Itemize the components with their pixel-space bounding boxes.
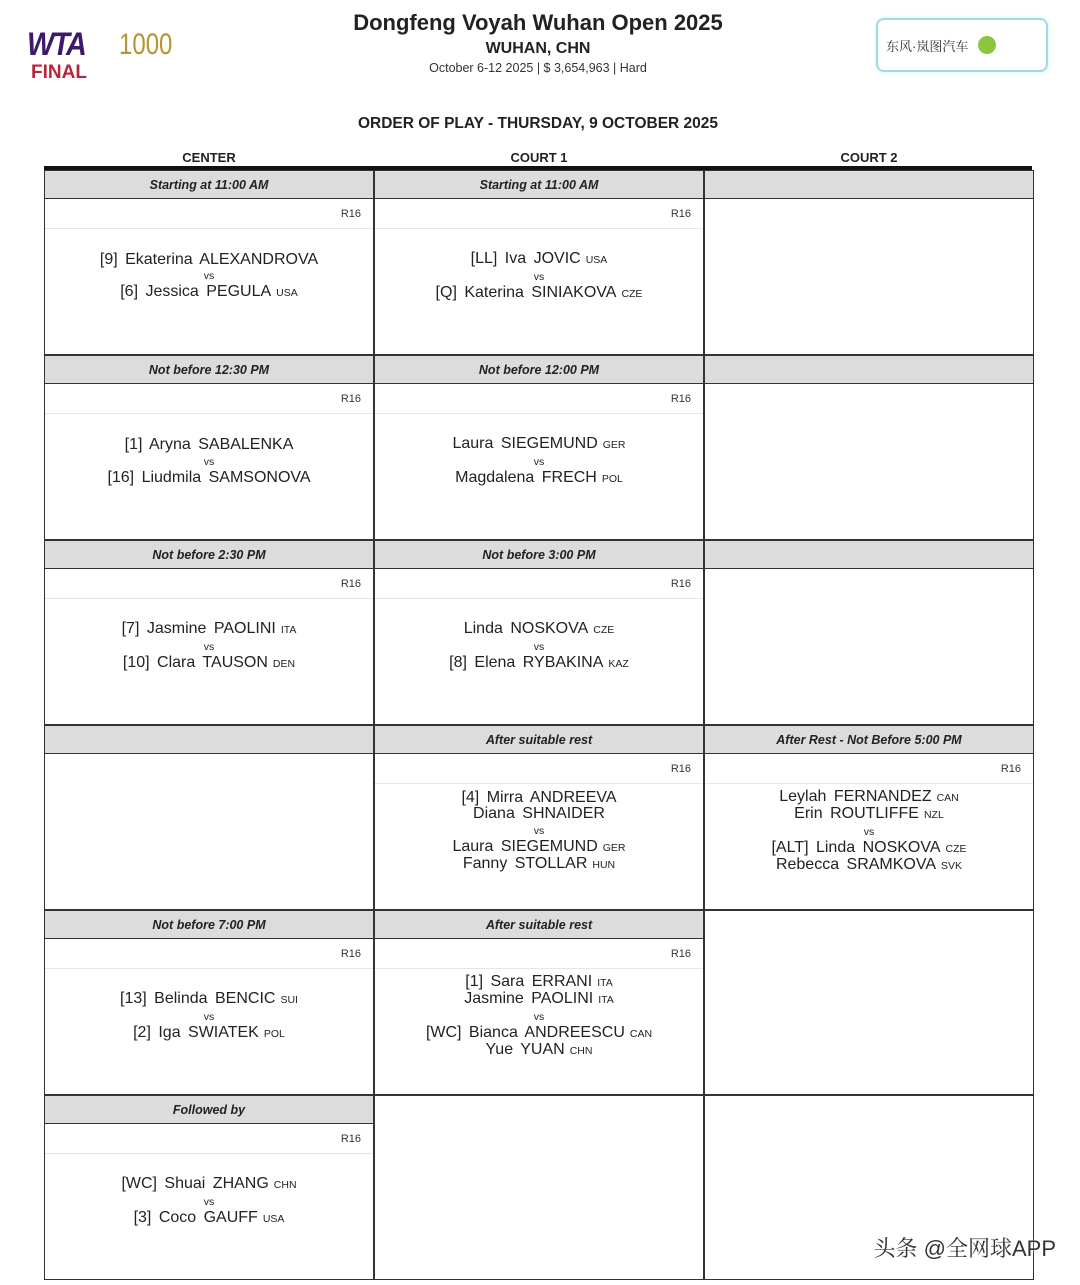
player-name: Laura SIEGEMUND [452,837,598,855]
round-label: R16 [45,384,373,414]
player-name: [1] Sara ERRANI [465,972,593,990]
match-players [705,784,1033,879]
player-name: [Q] Katerina SINIAKOVA [435,283,617,301]
order-of-play-title: ORDER OF PLAY - THURSDAY, 9 OCTOBER 2025 [357,115,719,132]
match-time-header [705,356,1033,384]
logo-brand: WTA [27,26,86,62]
player [100,252,318,269]
match-players [45,599,373,694]
player-country: KAZ [608,657,629,670]
player-name: [6] Jessica PEGULA [120,283,272,300]
player [123,655,295,673]
player-name: Erin ROUTLIFFE [794,805,919,822]
vs-label: vs [533,640,545,653]
player [473,806,605,823]
match-players [375,599,703,694]
vs-label: vs [533,455,545,468]
player-name: [7] Jasmine PAOLINI [121,620,276,637]
player-name: Leylah FERNANDEZ [779,787,932,805]
player-country: DEN [272,657,296,670]
vs-label: vs [203,270,215,282]
round-label: R16 [375,199,703,229]
player-country: CAN [936,791,959,804]
player [463,856,615,874]
player-name: [4] Mirra ANDREEVA [461,788,617,806]
player-country: CZE [945,842,967,855]
player-country: GER [602,439,626,451]
vs-label: vs [533,270,545,283]
match-players [375,229,703,324]
match-players [375,969,703,1064]
round-label: R16 [705,754,1033,784]
player-country: CZE [593,624,615,636]
round-label: R16 [45,939,373,969]
match-cell [44,725,374,910]
player-name: [WC] Shuai ZHANG [121,1175,269,1192]
sponsor-name: 东风·岚图汽车 [886,38,969,54]
vs-label: vs [203,1010,215,1023]
tournament-location: WUHAN, CHN [485,40,591,57]
player [121,1176,296,1194]
match-players [45,229,373,324]
player [134,1210,285,1228]
player-country: CHN [273,1179,297,1191]
player-name: Jasmine PAOLINI [464,990,594,1007]
player-country: SVK [941,860,963,872]
player-name: [LL] Iva JOVIC [470,250,581,267]
player-country: SUI [280,994,298,1006]
vs-label: vs [203,640,215,653]
court-header-court1: COURT 1 [510,150,568,165]
match-time-header: Not before 7:00 PM [45,911,373,939]
tournament-title: Dongfeng Voyah Wuhan Open 2025 [353,10,723,35]
sponsor-logo [876,18,1048,72]
player [122,621,297,639]
match-time-header: Not before 12:30 PM [45,356,373,384]
player [449,655,629,673]
match-time-header: Followed by [45,1096,373,1124]
vs-label: vs [203,1195,215,1208]
round-label: R16 [375,754,703,784]
player-country: USA [262,1212,285,1225]
player-country: USA [585,254,608,266]
player [452,839,625,857]
court-header-court2: COURT 2 [840,150,898,165]
player-name: [3] Coco GAUFF [133,1208,258,1226]
player-name: Magdalena FRECH [455,468,597,486]
player [125,437,294,454]
player [465,974,613,992]
player [120,284,298,302]
wuhan-open-ball-icon [978,36,996,54]
player-name: Yue YUAN [485,1041,565,1058]
match-cell [374,540,704,725]
player-name: [10] Clara TAUSON [122,653,268,671]
match-time-header: Starting at 11:00 AM [45,171,373,199]
match-time-header [705,171,1033,199]
player [794,806,944,824]
player [107,470,310,487]
player-name: Rebecca SRAMKOVA [775,856,937,873]
match-players [45,1154,373,1249]
player-country: CAN [629,1027,653,1040]
match-time-header: After Rest - Not Before 5:00 PM [705,726,1033,754]
match-time-header: Not before 3:00 PM [375,541,703,569]
round-label: R16 [45,1124,373,1154]
round-label: R16 [375,939,703,969]
player-country: ITA [597,976,613,989]
vs-label: vs [533,1010,545,1023]
match-players [375,414,703,509]
match-cell [374,1095,704,1280]
player-name: Diana SHNAIDER [473,805,605,822]
player [455,470,623,488]
player-name: [13] Belinda BENCIC [120,990,276,1007]
player [771,840,966,858]
player-country: USA [276,287,298,299]
round-label: R16 [45,199,373,229]
player-country: CZE [621,287,643,300]
player [776,857,962,875]
player [436,285,643,303]
round-label: R16 [375,569,703,599]
player-country: GER [602,841,626,854]
player-country: NZL [923,809,944,821]
match-cell [374,725,704,910]
player-country: POL [601,472,623,485]
match-time-header: Starting at 11:00 AM [375,171,703,199]
match-cell [374,910,704,1095]
player [471,251,608,269]
match-time-header [45,726,373,754]
player-country: CHN [569,1045,593,1057]
player-name: Linda NOSKOVA [463,620,589,637]
match-cell [704,910,1034,1095]
player-name: [2] Iga SWIATEK [133,1023,259,1041]
player-name: [9] Ekaterina ALEXANDROVA [99,250,319,268]
match-cell [374,170,704,355]
player-country: HUN [592,859,616,871]
player-name: Laura SIEGEMUND [452,435,598,452]
player [464,621,615,639]
player-name: [ALT] Linda NOSKOVA [771,838,941,856]
match-players [45,969,373,1064]
match-time-header [705,541,1033,569]
court-header-center: CENTER [182,150,236,165]
match-cell [704,355,1034,540]
vs-label: vs [863,825,875,838]
match-players [45,414,373,509]
player [779,789,959,807]
match-cell [374,355,704,540]
player-country: ITA [280,624,297,636]
player-name: [8] Elena RYBAKINA [449,653,604,671]
player-name: Fanny STOLLAR [462,855,588,872]
match-cell [44,170,374,355]
round-label: R16 [45,569,373,599]
player-country: POL [263,1027,285,1040]
player [461,790,616,807]
player [464,991,614,1009]
player [486,1042,593,1060]
match-time-header: After suitable rest [375,911,703,939]
match-time-header: Not before 12:00 PM [375,356,703,384]
match-cell [44,540,374,725]
match-cell [704,540,1034,725]
match-cell [44,1095,374,1280]
match-cell [704,170,1034,355]
vs-label: vs [203,455,215,468]
player-name: [1] Aryna SABALENKA [124,436,294,453]
match-time-header: Not before 2:30 PM [45,541,373,569]
vs-label: vs [533,824,545,837]
match-cell [44,355,374,540]
tournament-details: October 6-12 2025 | $ 3,654,963 | Hard [429,61,647,75]
match-time-header: After suitable rest [375,726,703,754]
watermark: 头条 @全网球APP [873,1236,1056,1261]
player-name: [WC] Bianca ANDREESCU [425,1023,625,1041]
logo-final-label: FINAL [31,62,87,83]
player [120,991,298,1009]
logo-tier: 1000 [119,28,173,61]
match-cell [44,910,374,1095]
round-label: R16 [375,384,703,414]
player [133,1025,285,1043]
match-cell [704,725,1034,910]
player [426,1025,652,1043]
player-name: [16] Liudmila SAMSONOVA [107,468,311,486]
match-players [375,784,703,879]
player-country: ITA [598,994,614,1006]
player [452,436,625,454]
